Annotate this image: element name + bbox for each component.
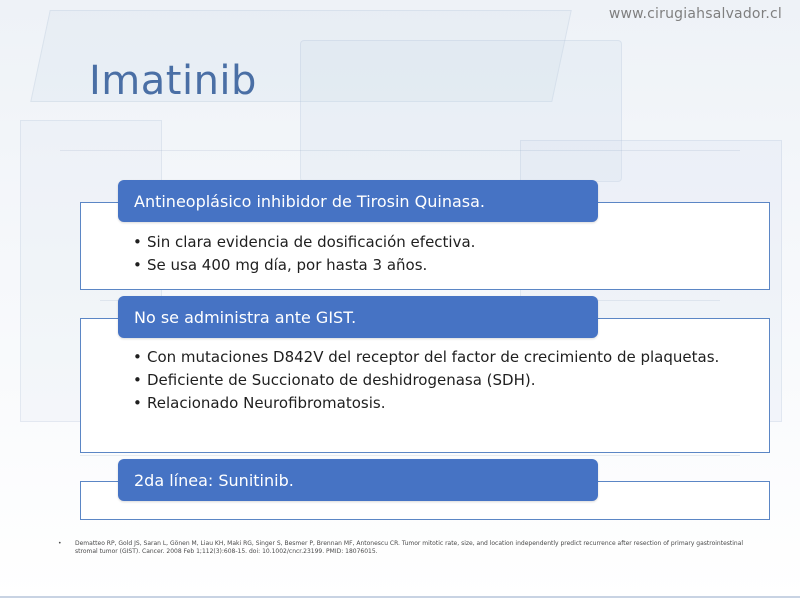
footnote-bullet: • [58, 540, 62, 547]
content-block-1 [80, 180, 770, 290]
site-url: www.cirugiahsalvador.cl [608, 6, 782, 22]
block-heading: No se administra ante GIST. [134, 307, 357, 327]
content-block-2 [80, 296, 770, 456]
bullet-item: • Relacionado Neurofibromatosis. [135, 392, 730, 415]
bullet-list [135, 231, 730, 277]
background-line [60, 150, 740, 151]
bullet-item: • Deficiente de Succionato de deshidrogenasa (SDH). [135, 369, 730, 392]
bullet-item: • Se usa 400 mg día, por hasta 3 años. [135, 254, 730, 277]
bullet-item: • Sin clara evidencia de dosificación efectiva. [135, 231, 730, 254]
content-block-3 [80, 459, 770, 521]
block-heading-bar [118, 180, 598, 222]
bullet-list [135, 346, 730, 415]
block-heading: 2da línea: Sunitinib. [134, 470, 294, 490]
slide-title: Imatinib [89, 58, 257, 104]
block-heading: Antineoplásico inhibidor de Tirosin Quinasa. [134, 191, 486, 211]
block-heading-bar [118, 296, 598, 338]
bottom-divider [0, 596, 800, 598]
bullet-item: • Con mutaciones D842V del receptor del factor de crecimiento de plaquetas. [135, 346, 730, 369]
footnote-text: Dematteo RP, Gold JS, Saran L, Gönen M, Liau KH, Maki RG, Singer S, Besmer P, Brennan MF, Antonescu CR. Tumor mitotic rate, size, and location independently predict recurrence after resection of primary gastrointestinal stromal tumor (GIST). Cancer. 2008 Feb 1;112(3):608-15. doi: 10.1002/cncr.23199. PMID: 18076015. [75, 540, 744, 555]
block-heading-bar [118, 459, 598, 501]
